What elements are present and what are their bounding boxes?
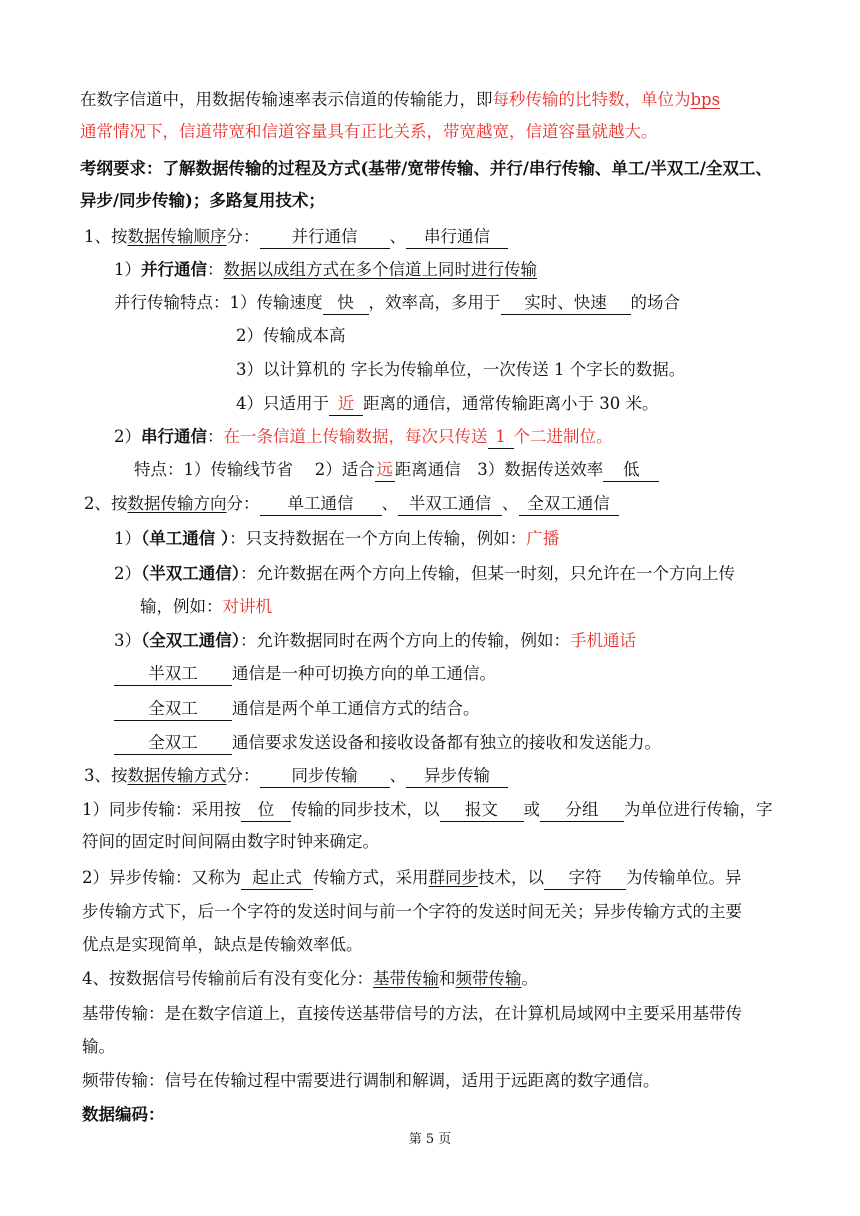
note-full-duplex-1: [114, 697, 480, 721]
term-label: （全双工通信）: [141, 631, 240, 650]
blank-answer: 全双工: [114, 698, 232, 721]
term-label: （半双工通信）: [141, 564, 240, 583]
blank-answer: 远: [375, 459, 395, 482]
term-label: 并行通信: [141, 260, 207, 279]
underlined-term: 频带传输: [455, 969, 522, 988]
text: 为传输单位。异: [626, 868, 742, 887]
text: ：允许数据在两个方向上传输，但某一时刻，只允许在一个方向上传: [240, 564, 735, 583]
parallel-features-2: 2）传输成本高: [236, 326, 346, 345]
text: ：: [207, 260, 224, 279]
async-line-1: [82, 866, 742, 890]
text: 2、按: [84, 494, 128, 513]
simplex-item: [114, 527, 559, 551]
text: 分：: [226, 766, 260, 785]
text: 、: [502, 494, 519, 513]
baseband-line-2: 输。: [82, 1037, 115, 1056]
highlight-text: 每秒传输的比特数，单位为: [492, 90, 691, 109]
text: 和: [439, 969, 456, 988]
blank-answer: 异步传输: [406, 765, 508, 788]
text: 2）: [114, 427, 141, 446]
intro-line-2: 通常情况下，信道带宽和信道容量具有正比关系，带宽越宽，信道容量就越大。: [80, 122, 658, 141]
text: 传输的同步技术，以: [291, 800, 440, 819]
underlined-term: 数据传输方式: [127, 766, 227, 785]
text: 传输方式，采用: [313, 868, 429, 887]
parallel-features-4: [236, 392, 659, 416]
blank-answer: 串行通信: [406, 226, 508, 249]
text: 为单位进行传输，字: [624, 800, 773, 819]
baseband-line-1: 基带传输：是在数字信道上，直接传送基带信号的方法，在计算机局域网中主要采用基带传: [82, 1004, 742, 1023]
term-label: 串行通信: [141, 427, 207, 446]
blank-answer: 单工通信: [260, 493, 382, 516]
note-full-duplex-2: [114, 731, 661, 755]
text: 2）异步传输：又称为: [82, 868, 241, 887]
highlight-text: 个二进制位。: [513, 427, 613, 446]
text: 2）: [114, 564, 141, 583]
underlined-term: 群同步: [428, 868, 478, 887]
text: 3、按: [84, 766, 128, 785]
blank-answer: 位: [241, 799, 291, 822]
unit-bps: bps: [690, 90, 721, 109]
text: 通信是两个单工通信方式的结合。: [232, 699, 480, 718]
blank-answer: 起止式: [241, 867, 313, 890]
text: 的场合: [630, 293, 680, 312]
parallel-features-1: [114, 291, 680, 315]
blank-answer: 同步传输: [260, 765, 390, 788]
highlight-text: 在一条信道上传输数据，每次只传送: [223, 427, 488, 446]
note-half-duplex: [114, 662, 496, 686]
parallel-definition: [114, 258, 537, 282]
parallel-features-3: 3）以计算机的 字长为传输单位，一次传送 1 个字长的数据。: [236, 360, 686, 379]
intro-line-1: [80, 88, 720, 112]
text: 1）: [114, 260, 141, 279]
text: 分：: [226, 494, 260, 513]
text: ：允许数据同时在两个方向上的传输，例如：: [240, 631, 570, 650]
text: 技术，以: [478, 868, 544, 887]
blank-answer: 分组: [540, 799, 624, 822]
underlined-definition: 数据以成组方式在多个信道上同时进行传输: [223, 260, 537, 279]
sync-line-2: 符间的固定时间间隔由数字时钟来确定。: [82, 832, 379, 851]
text: 在数字信道中，用数据传输速率表示信道的传输能力，即: [80, 90, 493, 109]
section-2-heading: [84, 492, 619, 516]
full-duplex-item: [114, 629, 636, 653]
serial-features: [134, 458, 659, 482]
text: 特点：1）传输线节省 2）适合: [134, 460, 375, 479]
text: 。: [521, 969, 538, 988]
text: 3）: [114, 631, 141, 650]
blank-answer: 全双工: [114, 732, 232, 755]
broadband-line: 频带传输：信号在传输过程中需要进行调制和解调，适用于远距离的数字通信。: [82, 1071, 660, 1090]
blank-answer: 字符: [544, 867, 626, 890]
text: 4）只适用于: [236, 394, 329, 413]
text: ，效率高，多用于: [368, 293, 501, 312]
blank-answer: 低: [603, 459, 659, 482]
blank-answer: 半双工通信: [398, 493, 502, 516]
text: 、: [389, 227, 406, 246]
data-encoding-heading: 数据编码：: [82, 1105, 165, 1124]
text: ：只支持数据在一个方向上传输，例如：: [229, 529, 527, 548]
underlined-term: 基带传输: [373, 969, 439, 988]
term-label: （单工通信 ）: [141, 529, 230, 548]
underlined-term: 数据传输方向: [127, 494, 227, 513]
section-4-heading: [82, 967, 538, 991]
text: 通信要求发送设备和接收设备都有独立的接收和发送能力。: [232, 733, 661, 752]
section-1-heading: [84, 225, 508, 249]
text: 、: [389, 766, 406, 785]
syllabus-line-1: 考纲要求：了解数据传输的过程及方式(基带/宽带传输、并行/串行传输、单工/半双工/全双工、: [80, 159, 772, 178]
text: 4、按数据信号传输前后有没有变化分：: [82, 969, 373, 988]
example-text: 对讲机: [222, 597, 272, 616]
text: 并行传输特点：1）传输速度: [114, 293, 323, 312]
blank-answer: 并行通信: [260, 226, 390, 249]
page-number: 第 5 页: [408, 1132, 452, 1147]
text: 1、按: [84, 227, 128, 246]
text: 距离的通信，通常传输距离小于 30 米。: [363, 394, 659, 413]
underlined-term: 数据传输顺序: [127, 227, 227, 246]
section-3-heading: [84, 764, 508, 788]
blank-answer: 实时、快速: [501, 292, 631, 315]
example-text: 广播: [526, 529, 560, 548]
example-text: 手机通话: [570, 631, 636, 650]
text: 距离通信 3）数据传送效率: [394, 460, 604, 479]
text: 1）: [114, 529, 141, 548]
blank-answer: 全双工通信: [519, 493, 619, 516]
blank-answer: 快: [323, 292, 369, 315]
async-line-3: 优点是实现简单，缺点是传输效率低。: [82, 935, 363, 954]
half-duplex-item: [114, 562, 735, 586]
half-duplex-item-cont: [140, 595, 272, 619]
text: ：: [207, 427, 224, 446]
text: 或: [523, 800, 540, 819]
syllabus-line-2: 异步/同步传输)；多路复用技术；: [80, 191, 325, 210]
text: 1）同步传输：采用按: [82, 800, 241, 819]
async-line-2: 步传输方式下，后一个字符的发送时间与前一个字符的发送时间无关；异步传输方式的主要: [82, 902, 742, 921]
text: 输，例如：: [140, 597, 223, 616]
text: 分：: [226, 227, 260, 246]
text: 、: [381, 494, 398, 513]
blank-answer: 近: [329, 393, 363, 416]
blank-answer: 半双工: [114, 663, 232, 686]
sync-line-1: [82, 798, 773, 822]
blank-answer: 1: [488, 426, 514, 449]
blank-answer: 报文: [440, 799, 524, 822]
text: 通信是一种可切换方向的单工通信。: [232, 664, 496, 683]
serial-definition: [114, 425, 613, 449]
